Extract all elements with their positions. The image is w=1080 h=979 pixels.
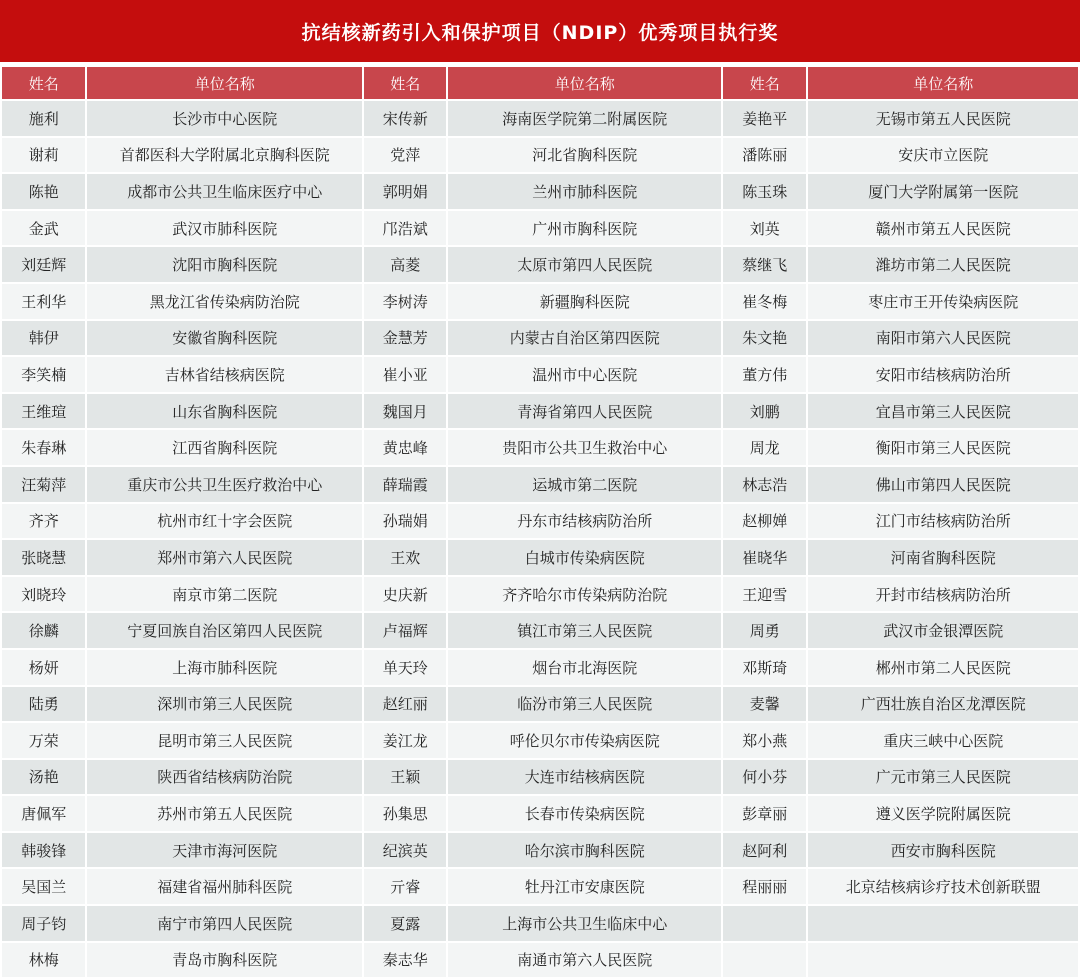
table-row <box>2 321 1078 356</box>
table-row <box>2 796 1078 831</box>
person-name: 党萍 <box>364 138 446 173</box>
person-name: 朱文艳 <box>723 321 806 356</box>
institution-name: 厦门大学附属第一医院 <box>808 174 1078 209</box>
institution-name: 重庆三峡中心医院 <box>808 723 1078 758</box>
person-name: 郭明娟 <box>364 174 446 209</box>
person-name: 郑小燕 <box>723 723 806 758</box>
person-name: 唐佩军 <box>2 796 85 831</box>
person-name: 麦馨 <box>723 687 806 722</box>
institution-name: 武汉市肺科医院 <box>87 211 362 246</box>
award-table <box>0 65 1080 979</box>
institution-name: 西安市胸科医院 <box>808 833 1078 868</box>
institution-name: 广元市第三人民医院 <box>808 760 1078 795</box>
table-row <box>2 613 1078 648</box>
person-name: 张晓慧 <box>2 540 85 575</box>
table-row <box>2 650 1078 685</box>
institution-name: 烟台市北海医院 <box>448 650 721 685</box>
person-name: 李树涛 <box>364 284 446 319</box>
institution-name: 赣州市第五人民医院 <box>808 211 1078 246</box>
person-name: 刘廷辉 <box>2 247 85 282</box>
institution-name <box>808 943 1078 978</box>
table-row <box>2 504 1078 539</box>
person-name: 王利华 <box>2 284 85 319</box>
institution-name: 首都医科大学附属北京胸科医院 <box>87 138 362 173</box>
person-name: 单天玲 <box>364 650 446 685</box>
person-name: 史庆新 <box>364 577 446 612</box>
column-header-unit: 单位名称 <box>87 67 362 99</box>
person-name: 蔡继飞 <box>723 247 806 282</box>
institution-name: 河北省胸科医院 <box>448 138 721 173</box>
person-name: 韩伊 <box>2 321 85 356</box>
person-name: 刘晓玲 <box>2 577 85 612</box>
institution-name: 安徽省胸科医院 <box>87 321 362 356</box>
person-name <box>723 906 806 941</box>
institution-name: 新疆胸科医院 <box>448 284 721 319</box>
institution-name: 江门市结核病防治所 <box>808 504 1078 539</box>
person-name: 王欢 <box>364 540 446 575</box>
institution-name: 长沙市中心医院 <box>87 101 362 136</box>
institution-name: 内蒙古自治区第四医院 <box>448 321 721 356</box>
table-row <box>2 467 1078 502</box>
person-name: 汪菊萍 <box>2 467 85 502</box>
institution-name: 宜昌市第三人民医院 <box>808 394 1078 429</box>
institution-name: 临汾市第三人民医院 <box>448 687 721 722</box>
institution-name: 吉林省结核病医院 <box>87 357 362 392</box>
column-header-unit: 单位名称 <box>808 67 1078 99</box>
institution-name: 贵阳市公共卫生救治中心 <box>448 430 721 465</box>
institution-name: 南阳市第六人民医院 <box>808 321 1078 356</box>
table-row <box>2 394 1078 429</box>
person-name: 黄忠峰 <box>364 430 446 465</box>
table-row <box>2 101 1078 136</box>
person-name: 夏露 <box>364 906 446 941</box>
person-name: 赵柳婵 <box>723 504 806 539</box>
person-name: 刘鹏 <box>723 394 806 429</box>
person-name: 金慧芳 <box>364 321 446 356</box>
institution-name: 大连市结核病医院 <box>448 760 721 795</box>
institution-name: 开封市结核病防治所 <box>808 577 1078 612</box>
person-name: 林志浩 <box>723 467 806 502</box>
person-name: 卢福辉 <box>364 613 446 648</box>
person-name: 高菱 <box>364 247 446 282</box>
person-name: 周勇 <box>723 613 806 648</box>
institution-name: 佛山市第四人民医院 <box>808 467 1078 502</box>
institution-name: 苏州市第五人民医院 <box>87 796 362 831</box>
person-name: 林梅 <box>2 943 85 978</box>
institution-name: 陕西省结核病防治院 <box>87 760 362 795</box>
person-name: 孙集思 <box>364 796 446 831</box>
person-name: 杨妍 <box>2 650 85 685</box>
person-name: 刘英 <box>723 211 806 246</box>
institution-name: 衡阳市第三人民医院 <box>808 430 1078 465</box>
person-name <box>723 943 806 978</box>
table-row <box>2 723 1078 758</box>
person-name: 彭章丽 <box>723 796 806 831</box>
institution-name: 深圳市第三人民医院 <box>87 687 362 722</box>
table-header-row <box>2 67 1078 99</box>
institution-name: 青岛市胸科医院 <box>87 943 362 978</box>
institution-name: 齐齐哈尔市传染病防治院 <box>448 577 721 612</box>
person-name: 施利 <box>2 101 85 136</box>
table-row <box>2 540 1078 575</box>
person-name: 吴国兰 <box>2 869 85 904</box>
institution-name: 北京结核病诊疗技术创新联盟 <box>808 869 1078 904</box>
table-row <box>2 833 1078 868</box>
person-name: 徐麟 <box>2 613 85 648</box>
person-name: 王迎雪 <box>723 577 806 612</box>
person-name: 汤艳 <box>2 760 85 795</box>
institution-name: 江西省胸科医院 <box>87 430 362 465</box>
institution-name: 福建省福州肺科医院 <box>87 869 362 904</box>
institution-name: 宁夏回族自治区第四人民医院 <box>87 613 362 648</box>
institution-name: 太原市第四人民医院 <box>448 247 721 282</box>
person-name: 薛瑞霞 <box>364 467 446 502</box>
institution-name: 长春市传染病医院 <box>448 796 721 831</box>
table-row <box>2 174 1078 209</box>
institution-name: 南通市第六人民医院 <box>448 943 721 978</box>
institution-name: 天津市海河医院 <box>87 833 362 868</box>
column-header-name: 姓名 <box>2 67 85 99</box>
institution-name: 武汉市金银潭医院 <box>808 613 1078 648</box>
person-name: 姜艳平 <box>723 101 806 136</box>
institution-name: 牡丹江市安康医院 <box>448 869 721 904</box>
institution-name: 郑州市第六人民医院 <box>87 540 362 575</box>
person-name: 赵红丽 <box>364 687 446 722</box>
person-name: 潘陈丽 <box>723 138 806 173</box>
institution-name: 重庆市公共卫生医疗救治中心 <box>87 467 362 502</box>
person-name: 邓斯琦 <box>723 650 806 685</box>
person-name: 崔冬梅 <box>723 284 806 319</box>
person-name: 邝浩斌 <box>364 211 446 246</box>
institution-name: 遵义医学院附属医院 <box>808 796 1078 831</box>
person-name: 王维瑄 <box>2 394 85 429</box>
person-name: 陈玉珠 <box>723 174 806 209</box>
person-name: 宋传新 <box>364 101 446 136</box>
person-name: 亓睿 <box>364 869 446 904</box>
person-name: 程丽丽 <box>723 869 806 904</box>
institution-name: 安庆市立医院 <box>808 138 1078 173</box>
person-name: 赵阿利 <box>723 833 806 868</box>
table-row <box>2 211 1078 246</box>
column-header-name: 姓名 <box>364 67 446 99</box>
person-name: 周子钧 <box>2 906 85 941</box>
institution-name: 枣庄市王开传染病医院 <box>808 284 1078 319</box>
person-name: 谢莉 <box>2 138 85 173</box>
table-row <box>2 357 1078 392</box>
institution-name: 昆明市第三人民医院 <box>87 723 362 758</box>
institution-name: 镇江市第三人民医院 <box>448 613 721 648</box>
person-name: 金武 <box>2 211 85 246</box>
institution-name: 杭州市红十字会医院 <box>87 504 362 539</box>
table-row <box>2 869 1078 904</box>
institution-name: 哈尔滨市胸科医院 <box>448 833 721 868</box>
person-name: 朱春琳 <box>2 430 85 465</box>
table-row <box>2 906 1078 941</box>
institution-name: 上海市肺科医院 <box>87 650 362 685</box>
institution-name: 运城市第二医院 <box>448 467 721 502</box>
person-name: 李笑楠 <box>2 357 85 392</box>
person-name: 孙瑞娟 <box>364 504 446 539</box>
person-name: 王颖 <box>364 760 446 795</box>
institution-name <box>808 906 1078 941</box>
institution-name: 广西壮族自治区龙潭医院 <box>808 687 1078 722</box>
person-name: 陈艳 <box>2 174 85 209</box>
institution-name: 呼伦贝尔市传染病医院 <box>448 723 721 758</box>
person-name: 魏国月 <box>364 394 446 429</box>
person-name: 纪滨英 <box>364 833 446 868</box>
institution-name: 广州市胸科医院 <box>448 211 721 246</box>
institution-name: 无锡市第五人民医院 <box>808 101 1078 136</box>
person-name: 韩骏锋 <box>2 833 85 868</box>
person-name: 陆勇 <box>2 687 85 722</box>
table-row <box>2 430 1078 465</box>
institution-name: 南宁市第四人民医院 <box>87 906 362 941</box>
institution-name: 上海市公共卫生临床中心 <box>448 906 721 941</box>
institution-name: 青海省第四人民医院 <box>448 394 721 429</box>
person-name: 崔晓华 <box>723 540 806 575</box>
person-name: 万荣 <box>2 723 85 758</box>
table-row <box>2 138 1078 173</box>
person-name: 何小芬 <box>723 760 806 795</box>
institution-name: 潍坊市第二人民医院 <box>808 247 1078 282</box>
table-body <box>2 101 1078 977</box>
institution-name: 河南省胸科医院 <box>808 540 1078 575</box>
person-name: 姜江龙 <box>364 723 446 758</box>
institution-name: 成都市公共卫生临床医疗中心 <box>87 174 362 209</box>
column-header-name: 姓名 <box>723 67 806 99</box>
table-row <box>2 247 1078 282</box>
person-name: 周龙 <box>723 430 806 465</box>
institution-name: 丹东市结核病防治所 <box>448 504 721 539</box>
table-row <box>2 577 1078 612</box>
institution-name: 黑龙江省传染病防治院 <box>87 284 362 319</box>
person-name: 秦志华 <box>364 943 446 978</box>
institution-name: 海南医学院第二附属医院 <box>448 101 721 136</box>
table-row <box>2 943 1078 978</box>
table-row <box>2 687 1078 722</box>
person-name: 崔小亚 <box>364 357 446 392</box>
person-name: 董方伟 <box>723 357 806 392</box>
person-name: 齐齐 <box>2 504 85 539</box>
institution-name: 沈阳市胸科医院 <box>87 247 362 282</box>
institution-name: 山东省胸科医院 <box>87 394 362 429</box>
institution-name: 南京市第二医院 <box>87 577 362 612</box>
institution-name: 兰州市肺科医院 <box>448 174 721 209</box>
table-row <box>2 760 1078 795</box>
page-title: 抗结核新药引入和保护项目（NDIP）优秀项目执行奖 <box>0 0 1080 62</box>
institution-name: 温州市中心医院 <box>448 357 721 392</box>
institution-name: 郴州市第二人民医院 <box>808 650 1078 685</box>
institution-name: 安阳市结核病防治所 <box>808 357 1078 392</box>
institution-name: 白城市传染病医院 <box>448 540 721 575</box>
table-row <box>2 284 1078 319</box>
column-header-unit: 单位名称 <box>448 67 721 99</box>
